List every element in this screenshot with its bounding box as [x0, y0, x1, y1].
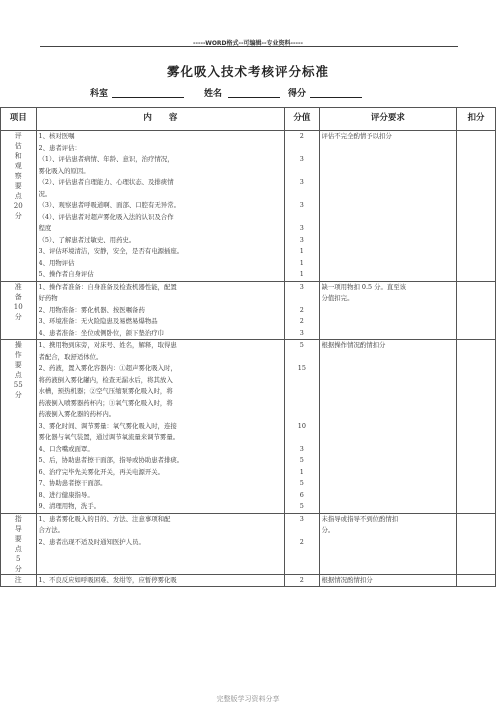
requirement-line: 缺一项用物扣 0.5 分。直至该	[321, 282, 407, 291]
score-value: 3	[299, 444, 304, 453]
requirement-line: 未指导或指导不到位酌情扣	[321, 514, 399, 523]
section-row	[1, 281, 496, 340]
category-char: 作	[14, 351, 22, 359]
content-line: 1、核对医嘱	[38, 132, 75, 140]
category-char: 5	[16, 554, 21, 563]
requirement-line: 根据情况酌情扣分	[321, 575, 373, 584]
content-line: 7、协助患者擦干面部。	[38, 479, 107, 487]
content-line: 5、后，协助患者擦干面部，指导或协助患者排痰。	[38, 456, 184, 464]
score-value	[287, 293, 316, 305]
category-char: 要	[14, 361, 22, 369]
score-value: 2	[299, 132, 304, 140]
deduction-cell[interactable]	[457, 340, 496, 514]
content-cell	[36, 574, 285, 587]
section-row	[1, 340, 496, 514]
content-line: 1、不良反应如呼吸困难、发绀等，应暂停雾化吸	[38, 575, 177, 584]
category-cell	[1, 513, 37, 574]
score-value: 3	[299, 328, 304, 337]
content-line: 5、操作者自身评估	[38, 270, 94, 278]
category-char: 指	[14, 514, 22, 523]
score-value: 2	[299, 575, 304, 584]
section-row	[1, 513, 496, 574]
category-char: 点	[14, 192, 22, 200]
deduction-cell[interactable]	[457, 131, 496, 282]
requirement-cell	[319, 574, 457, 587]
score-value	[287, 143, 316, 155]
content-line: 好药物	[38, 294, 58, 302]
deduction-cell[interactable]	[457, 281, 496, 340]
scoring-table	[0, 107, 496, 587]
score-value	[287, 386, 316, 398]
category-cell	[1, 281, 37, 340]
dept-label: 科室	[90, 89, 109, 99]
requirement-cell	[319, 281, 457, 340]
content-line: 1、患者雾化吸入的目的、方法、注意事项和配	[38, 514, 171, 523]
score-value: 1	[299, 270, 304, 278]
content-line: 雾化器与氧气装置，通过调节氧流量来调节雾量。	[38, 433, 180, 441]
content-line: （2）、评估患者自理能力、心理状态、及排痰情	[38, 178, 174, 186]
table-header-row	[1, 108, 496, 131]
category-char: 操	[14, 341, 22, 349]
content-line: 2、患者出现不适及时通知医护人员。	[38, 537, 145, 546]
name-label: 姓名	[204, 89, 223, 99]
content-line: 3、雾化时间、调节雾量：氧气雾化吸入时，连接	[38, 421, 177, 430]
category-char: 分	[14, 312, 22, 321]
content-line: 程度	[38, 224, 52, 232]
score-cell	[285, 574, 319, 587]
score-value: 3	[299, 514, 304, 523]
score-cell	[285, 131, 319, 282]
content-line: 6、治疗完毕先关雾化开关，再关电源开关。	[38, 467, 165, 476]
score-value: 5	[299, 341, 304, 349]
category-char: 点	[14, 544, 22, 553]
category-char: 55	[13, 381, 23, 389]
score-value	[287, 398, 316, 410]
score-value: 15	[297, 364, 306, 372]
content-line: 1、操作者准备：自身准备及检查机器性能，配置	[38, 282, 177, 291]
content-line: 2、患者评估：	[38, 143, 81, 152]
score-value: 3	[299, 235, 304, 244]
category-char: 评	[14, 132, 22, 140]
content-line: （3）、观察患者呼吸道啊、面部、口腔有无异常。	[38, 201, 180, 209]
deduction-cell[interactable]	[457, 574, 496, 587]
requirement-line: 评估不完全酌情予以扣分	[321, 132, 392, 140]
score-value	[287, 409, 316, 421]
content-line: 4、口含嘴或面罩。	[38, 444, 94, 453]
category-cell	[1, 131, 37, 282]
score-cell	[285, 340, 319, 514]
score-value: 3	[299, 224, 304, 232]
score-cell	[285, 513, 319, 574]
category-char: 注	[14, 575, 22, 584]
name-blank[interactable]	[228, 97, 280, 98]
category-char: 和	[14, 152, 22, 160]
info-line	[90, 86, 410, 100]
page-title: 雾化吸入技术考核评分标准	[166, 64, 329, 79]
content-line: （4）、评估患者对超声雾化吸入法的认识及合作	[38, 212, 174, 221]
score-value	[287, 352, 316, 364]
column-header: 扣分	[457, 108, 496, 131]
score-value	[287, 525, 316, 537]
content-line: 9、清理用物，洗手。	[38, 502, 101, 510]
content-line: 药液倒入雾化器的药杯内。	[38, 410, 116, 418]
content-line: 3、评估环境清洁，安静，安全，是否有电源插座。	[38, 247, 184, 255]
score-value	[287, 432, 316, 444]
score-value: 3	[299, 282, 304, 291]
score-value: 1	[299, 247, 304, 255]
category-char: 分	[14, 391, 22, 399]
requirement-cell	[319, 131, 457, 282]
content-line: 2、用物准备：雾化机器、按医嘱备药	[38, 305, 145, 314]
score-value: 5	[299, 456, 304, 464]
page-footer: 完整版学习资料分享	[216, 695, 280, 703]
score-value	[287, 212, 316, 224]
content-line: 8、进行健康指导。	[38, 490, 94, 499]
requirement-line: 根据操作情况酌情扣分	[321, 341, 386, 349]
category-char: 察	[14, 172, 22, 180]
content-line: 雾化吸入的原因。	[38, 166, 90, 175]
category-char: 备	[14, 292, 22, 301]
requirement-cell	[319, 513, 457, 574]
header-rule	[40, 46, 458, 47]
category-char: 要	[14, 534, 22, 543]
score-value: 2	[299, 537, 304, 546]
score-value: 2	[299, 317, 304, 325]
score-label: 得分	[288, 89, 307, 99]
column-header: 分值	[285, 108, 319, 131]
content-line: 水槽，预热机器；②空气压缩泵雾化吸入时，将	[38, 387, 173, 395]
column-header: 项目	[1, 108, 37, 131]
score-value: 10	[297, 421, 306, 430]
content-cell	[36, 513, 285, 574]
content-cell	[36, 340, 285, 514]
category-char: 观	[14, 162, 22, 170]
content-line: 况。	[38, 189, 52, 198]
requirement-cell	[319, 340, 457, 514]
content-line: 2、药液，置入雾化容器内：①超声雾化吸入时，	[38, 364, 177, 372]
column-header: 内 容	[36, 108, 285, 131]
score-value: 2	[299, 305, 304, 314]
content-cell	[36, 131, 285, 282]
content-line: 4、用物评估	[38, 258, 75, 267]
content-line: （5）、了解患者过敏史、用药史。	[38, 235, 136, 244]
content-line: 3、环境准备：无火险隐患及易燃易爆物品	[38, 317, 158, 325]
content-line: （1）、评估患者病情、年龄、意识，治疗情况，	[38, 155, 174, 163]
content-line: 4、患者准备：坐位或侧卧位，颌下垫治疗巾	[38, 328, 165, 337]
content-cell	[36, 281, 285, 340]
category-char: 准	[14, 282, 22, 291]
content-line: 者配合，取舒适体位。	[38, 352, 103, 361]
column-header: 评分要求	[319, 108, 457, 131]
dept-blank[interactable]	[112, 97, 184, 98]
score-value: 1	[299, 258, 304, 267]
score-blank[interactable]	[310, 97, 362, 98]
score-value	[287, 375, 316, 387]
score-cell	[285, 281, 319, 340]
score-value: 3	[299, 178, 304, 186]
document-header: -----WORD格式--可编辑--专业资料-----	[193, 40, 303, 47]
content-line: 药液倒入喷雾器药杯内；③氧气雾化吸入时，将	[38, 398, 173, 407]
score-value: 5	[299, 502, 304, 510]
score-value: 6	[299, 490, 304, 499]
category-cell	[1, 574, 37, 587]
score-value: 3	[299, 155, 304, 163]
category-char: 估	[14, 142, 22, 150]
score-value: 3	[299, 201, 304, 209]
category-char: 导	[14, 524, 22, 533]
category-char: 分	[14, 212, 22, 220]
deduction-cell[interactable]	[457, 513, 496, 574]
content-line: 将药液倒入雾化罐内，检查无漏水后，将其放入	[38, 375, 173, 384]
category-char: 10	[13, 302, 23, 311]
category-char: 点	[14, 371, 22, 379]
score-value	[287, 166, 316, 178]
section-row	[1, 131, 496, 282]
content-line: 1、携用物到床旁，对床号、姓名，解释，取得患	[38, 341, 177, 349]
category-char: 分	[14, 564, 22, 573]
category-char: 20	[13, 202, 23, 210]
requirement-line: 分。	[321, 526, 335, 534]
score-value: 1	[299, 467, 304, 476]
section-row	[1, 574, 496, 587]
score-value: 5	[299, 479, 304, 487]
content-line: 合方法。	[38, 526, 65, 534]
category-cell	[1, 340, 37, 514]
category-char: 要	[14, 182, 22, 190]
score-value	[287, 189, 316, 201]
requirement-line: 分值扣完。	[321, 294, 354, 302]
